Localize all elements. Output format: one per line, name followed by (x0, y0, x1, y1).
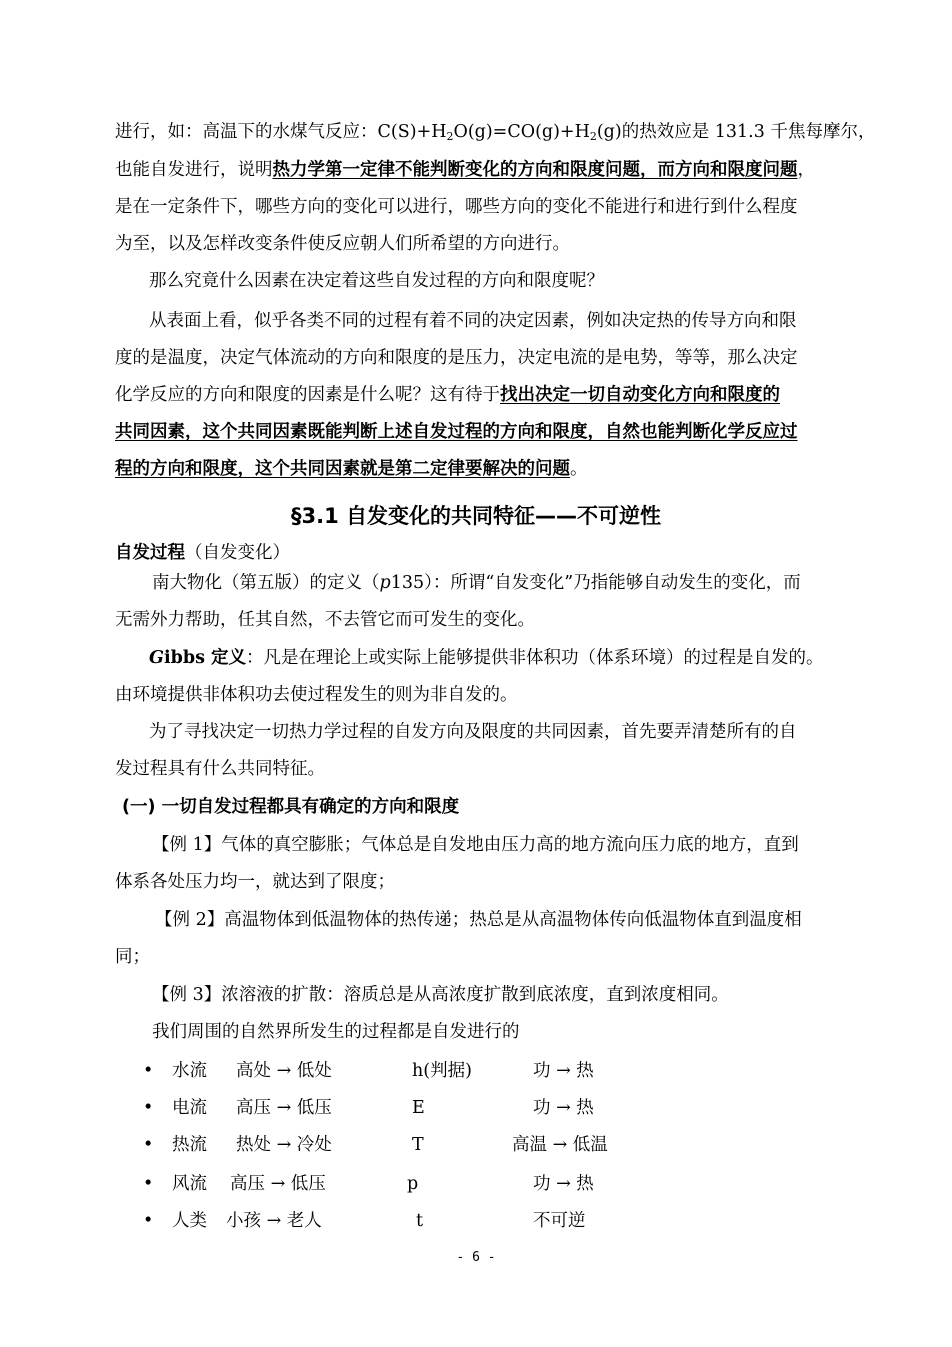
paragraph-line: 那么究竟什么因素在决定着这些自发过程的方向和限度呢？ (149, 271, 604, 291)
paragraph-line: 发过程具有什么共同特征。 (115, 759, 325, 779)
page-number: - 6 - (456, 1250, 496, 1265)
section-title: §3.1 自发变化的共同特征——不可逆性 (290, 504, 661, 528)
paragraph-line: 是在一定条件下，哪些方向的变化可以进行，哪些方向的变化不能进行和进行到什么程度 (115, 197, 798, 217)
emphasis-text: 共同因素，这个共同因素既能判断上述自发过程的方向和限度，自然也能判断化学反应过 (115, 422, 798, 442)
sub-heading: (一) 一切自发过程都具有确定的方向和限度 (122, 797, 460, 817)
paragraph-line: 程的方向和限度，这个共同因素就是第二定律要解决的问题。 (115, 459, 588, 479)
emphasis-text: 热力学第一定律不能判断变化的方向和限度问题，而方向和限度问题 (272, 160, 798, 180)
paragraph-line: 从表面上看，似乎各类不同的过程有着不同的决定因素，例如决定热的传导方向和限 (149, 311, 797, 331)
example-line: 【例 2】高温物体到低温物体的热传递；热总是从高温物体传向低温物体直到温度相 (155, 910, 802, 930)
paragraph-line (115, 421, 798, 443)
paragraph-line: 进行，如：高温下的水煤气反应：$C(S)+H_2O(g)=CO(g)+H_2(g)$的热效应是 131.3 千焦每摩尔， (115, 122, 876, 143)
emphasis-text: 找出决定一切自动变化方向和限度的 (500, 385, 780, 405)
example-line: 同； (115, 947, 150, 967)
emphasis-text: 程的方向和限度，这个共同因素就是第二定律要解决的问题 (115, 459, 570, 479)
paragraph-line: 为了寻找决定一切热力学过程的自发方向及限度的共同因素，首先要弄清楚所有的自 (149, 722, 797, 742)
example-line: 【例 3】浓溶液的扩散：溶质总是从高浓度扩散到底浓度，直到浓度相同。 (152, 985, 729, 1005)
gibbs-definition: Gibbs 定义：凡是在理论上或实际上能够提供非体积功（体系环境）的过程是自发的。 (149, 648, 824, 668)
example-line: 【例 1】气体的真空膨胀；气体总是自发地由压力高的地方流向压力底的地方，直到 (152, 835, 799, 855)
paragraph-line: 由环境提供非体积功去使过程发生的则为非自发的。 (115, 685, 518, 705)
paragraph-line: 无需外力帮助，任其自然，不去管它而可发生的变化。 (115, 610, 535, 630)
paragraph-line: 化学反应的方向和限度的因素是什么呢？这有待于找出决定一切自动变化方向和限度的 (115, 385, 780, 405)
paragraph-line: 也能自发进行，说明热力学第一定律不能判断变化的方向和限度问题，而方向和限度问题， (115, 160, 815, 180)
paragraph-line: 南大物化（第五版）的定义（p135）：所谓“自发变化”乃指能够自动发生的变化，而 (152, 573, 801, 593)
paragraph-line: 我们周围的自然界所发生的过程都是自发进行的 (152, 1022, 520, 1042)
document-page: 进行，如：高温下的水煤气反应：$C(S)+H_2O(g)=CO(g)+H_2(g)$的热效应是 131.3 千焦每摩尔， 也能自发进行，说明热力学第一定律不能判断变化的方向和限度问题，而方向和限度问题， 是在一定条件下，哪些方向的变化可以进行，哪些方向的变化不能进行和进行到什么程度 为至，以及怎样改变条件使反应朝人们所希望的方向进行。 那么究竟什么因素在决定着这些自发过程的方向和限度呢？ 从表面上看，似乎各类不同的过程有着不同的决定因素，例如决定热的传导方向和限 度的是温度，决定气体流动的方向和限度的是压力，决定电流的是电势，等等，那么决定 化学反应的方向和限度的因素是什么呢？这有待于找出决定一切自动变化方向和限度的 共同因素，这个共同因素既能判断上述自发过程的方向和限度，自然也能判断化学反应过 程的方向和限度，这个共同因素就是第二定律要解决的问题。 §3.1 自发变化的共同特征——不可逆性 自发过程（自发变化） 南大物化（第五版）的定义（p135）：所谓“自发变化”乃指能够自动发生的变化，而 无需外力帮助，任其自然，不去管它而可发生的变化。 Gibbs 定义：凡是在理论上或实际上能够提供非体积功（体系环境）的过程是自发的。 由环境提供非体积功去使过程发生的则为非自发的。 为了寻找决定一切热力学过程的自发方向及限度的共同因素，首先要弄清楚所有的自 发过程具有什么共同特征。 (一) 一切自发过程都具有确定的方向和限度 【例 1】气体的真空膨胀；气体总是自发地由压力高的地方流向压力底的地方，直到 体系各处压力均一，就达到了限度； 【例 2】高温物体到低温物体的热传递；热总是从高温物体传向低温物体直到温度相 同； 【例 3】浓溶液的扩散：溶质总是从高浓度扩散到底浓度，直到浓度相同。 我们周围的自然界所发生的过程都是自发进行的 • 水流 高处 → 低处 h(判据) 功 → 热 • 电流 高压 → 低压 E 功 → 热 • 热流 热处 → 冷处 T 高温 → 低温 • 风流 高压 → 低压 p 功 → 热 • 人类 小孩 → 老人 t 不可逆 - 6 - (0, 0, 952, 1347)
paragraph-line: 为至，以及怎样改变条件使反应朝人们所希望的方向进行。 (115, 234, 570, 254)
paragraph-line: 度的是温度，决定气体流动的方向和限度的是压力，决定电流的是电势，等等，那么决定 (115, 348, 798, 368)
definition-heading: 自发过程（自发变化） (115, 543, 290, 563)
example-line: 体系各处压力均一，就达到了限度； (115, 872, 395, 892)
